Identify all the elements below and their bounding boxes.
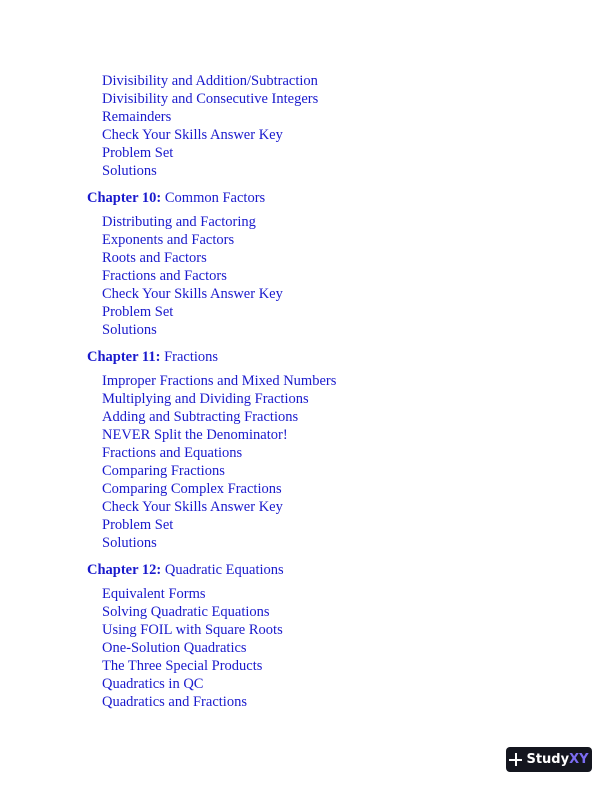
- toc-item[interactable]: Check Your Skills Answer Key: [102, 499, 283, 515]
- toc-item[interactable]: Check Your Skills Answer Key: [102, 286, 283, 302]
- toc-item[interactable]: Quadratics and Fractions: [102, 694, 247, 710]
- studyxy-logo: [506, 747, 592, 772]
- plus-icon: [509, 753, 522, 766]
- toc-item[interactable]: NEVER Split the Denominator!: [102, 427, 288, 443]
- toc-item[interactable]: Fractions and Factors: [102, 268, 227, 284]
- chapter-number: Chapter 10:: [87, 190, 162, 206]
- toc-item[interactable]: Problem Set: [102, 304, 174, 320]
- toc-item[interactable]: Divisibility and Consecutive Integers: [102, 91, 319, 107]
- toc-item[interactable]: Check Your Skills Answer Key: [102, 127, 283, 143]
- toc-item[interactable]: Improper Fractions and Mixed Numbers: [102, 373, 337, 389]
- toc-item[interactable]: Fractions and Equations: [102, 445, 243, 461]
- toc-item[interactable]: Problem Set: [102, 145, 174, 161]
- toc-item[interactable]: Comparing Fractions: [102, 463, 225, 479]
- chapter-heading[interactable]: [87, 189, 265, 207]
- toc-item[interactable]: Solutions: [102, 163, 157, 179]
- logo-word: Study: [526, 752, 570, 767]
- toc-item[interactable]: Quadratics in QC: [102, 676, 204, 692]
- chapter-title: Fractions: [164, 349, 219, 365]
- toc-item[interactable]: One-Solution Quadratics: [102, 640, 247, 656]
- chapter-number: Chapter 12:: [87, 562, 162, 578]
- chapter-heading[interactable]: [87, 348, 218, 366]
- chapter-heading[interactable]: [87, 561, 284, 579]
- toc-item[interactable]: Using FOIL with Square Roots: [102, 622, 283, 638]
- toc-item[interactable]: Divisibility and Addition/Subtraction: [102, 73, 318, 89]
- toc-item[interactable]: Roots and Factors: [102, 250, 207, 266]
- toc-item[interactable]: Remainders: [102, 109, 172, 125]
- toc-item[interactable]: Exponents and Factors: [102, 232, 235, 248]
- toc-item[interactable]: Solutions: [102, 322, 157, 338]
- chapter-number: Chapter 11:: [87, 349, 161, 365]
- chapter-title: Quadratic Equations: [164, 562, 284, 578]
- toc-item[interactable]: Equivalent Forms: [102, 586, 206, 602]
- logo-accent: XY: [569, 752, 589, 767]
- toc-item[interactable]: The Three Special Products: [102, 658, 263, 674]
- chapter-title: Common Factors: [164, 190, 266, 206]
- toc-item[interactable]: Solutions: [102, 535, 157, 551]
- toc-item[interactable]: Distributing and Factoring: [102, 214, 256, 230]
- toc-item[interactable]: Comparing Complex Fractions: [102, 481, 282, 497]
- toc-item[interactable]: Problem Set: [102, 517, 174, 533]
- toc-item[interactable]: Solving Quadratic Equations: [102, 604, 270, 620]
- toc-item[interactable]: Adding and Subtracting Fractions: [102, 409, 299, 425]
- logo-text: [526, 752, 588, 767]
- toc-item[interactable]: Multiplying and Dividing Fractions: [102, 391, 309, 407]
